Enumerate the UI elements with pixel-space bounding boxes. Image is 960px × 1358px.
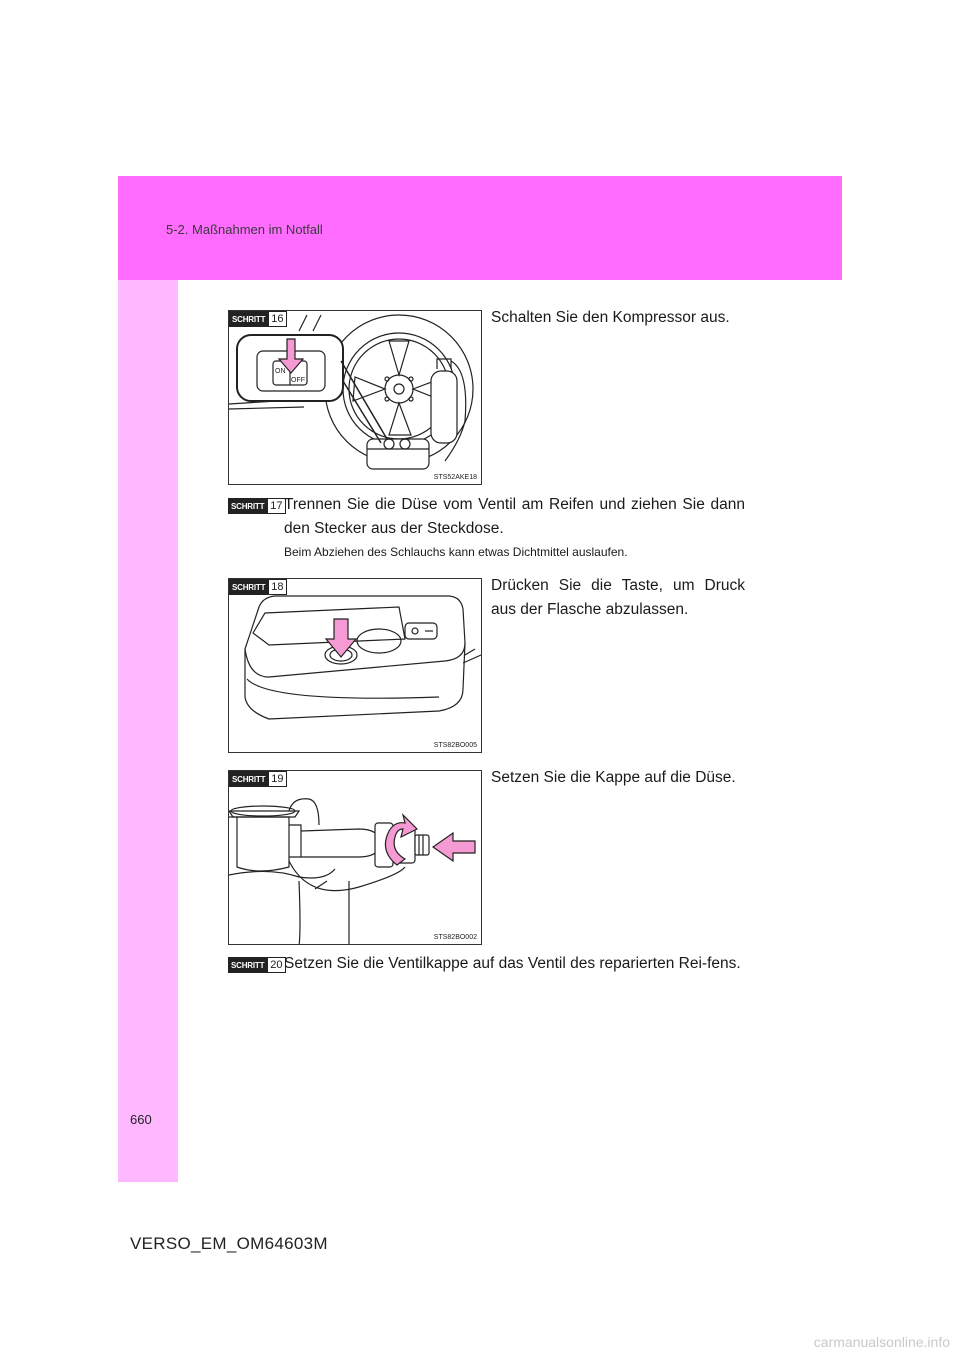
- figure-code: STS52AKE18: [433, 474, 477, 481]
- step-17-text: Trennen Sie die Düse vom Ventil am Reifen und ziehen Sie dann den Stecker aus der Steckdose.: [284, 496, 745, 537]
- step-17-note: Beim Abziehen des Schlauchs kann etwas Dichtmittel auslaufen.: [284, 545, 628, 559]
- bottle-pressure-button-illustration: [229, 579, 482, 753]
- figure-step-18: [228, 578, 482, 753]
- figure-code: STS82BO002: [433, 934, 477, 941]
- section-title: 5-2. Maßnahmen im Notfall: [166, 222, 323, 237]
- step-19-text: Setzen Sie die Kappe auf die Düse.: [491, 769, 736, 786]
- step-badge-16: SCHRITT 16: [229, 311, 287, 327]
- on-label: ON: [275, 368, 286, 375]
- watermark: carmanualsonline.info: [813, 1334, 950, 1350]
- step-badge-19: SCHRITT 19: [229, 771, 287, 787]
- compressor-off-illustration: [229, 311, 482, 485]
- off-label: OFF: [291, 377, 305, 384]
- step-badge-18: SCHRITT 18: [229, 579, 287, 595]
- nozzle-cap-illustration: [229, 771, 482, 945]
- push-arrow-icon: [433, 833, 475, 861]
- figure-step-16: [228, 310, 482, 485]
- step-16-text: Schalten Sie den Kompressor aus.: [491, 309, 730, 326]
- step-20-text: Setzen Sie die Ventilkappe auf das Ventil des reparierten Rei-fens.: [284, 955, 741, 972]
- page-number: 660: [130, 1112, 152, 1127]
- figure-code: STS82BO005: [433, 742, 477, 749]
- step-18-text: Drücken Sie die Taste, um Druck aus der Flasche abzulassen.: [491, 577, 745, 618]
- step-badge-17: SCHRITT 17: [228, 498, 286, 514]
- side-band: [118, 280, 178, 1182]
- step-badge-20: SCHRITT 20: [228, 957, 286, 973]
- document-code: VERSO_EM_OM64603M: [130, 1234, 328, 1253]
- figure-step-19: [228, 770, 482, 945]
